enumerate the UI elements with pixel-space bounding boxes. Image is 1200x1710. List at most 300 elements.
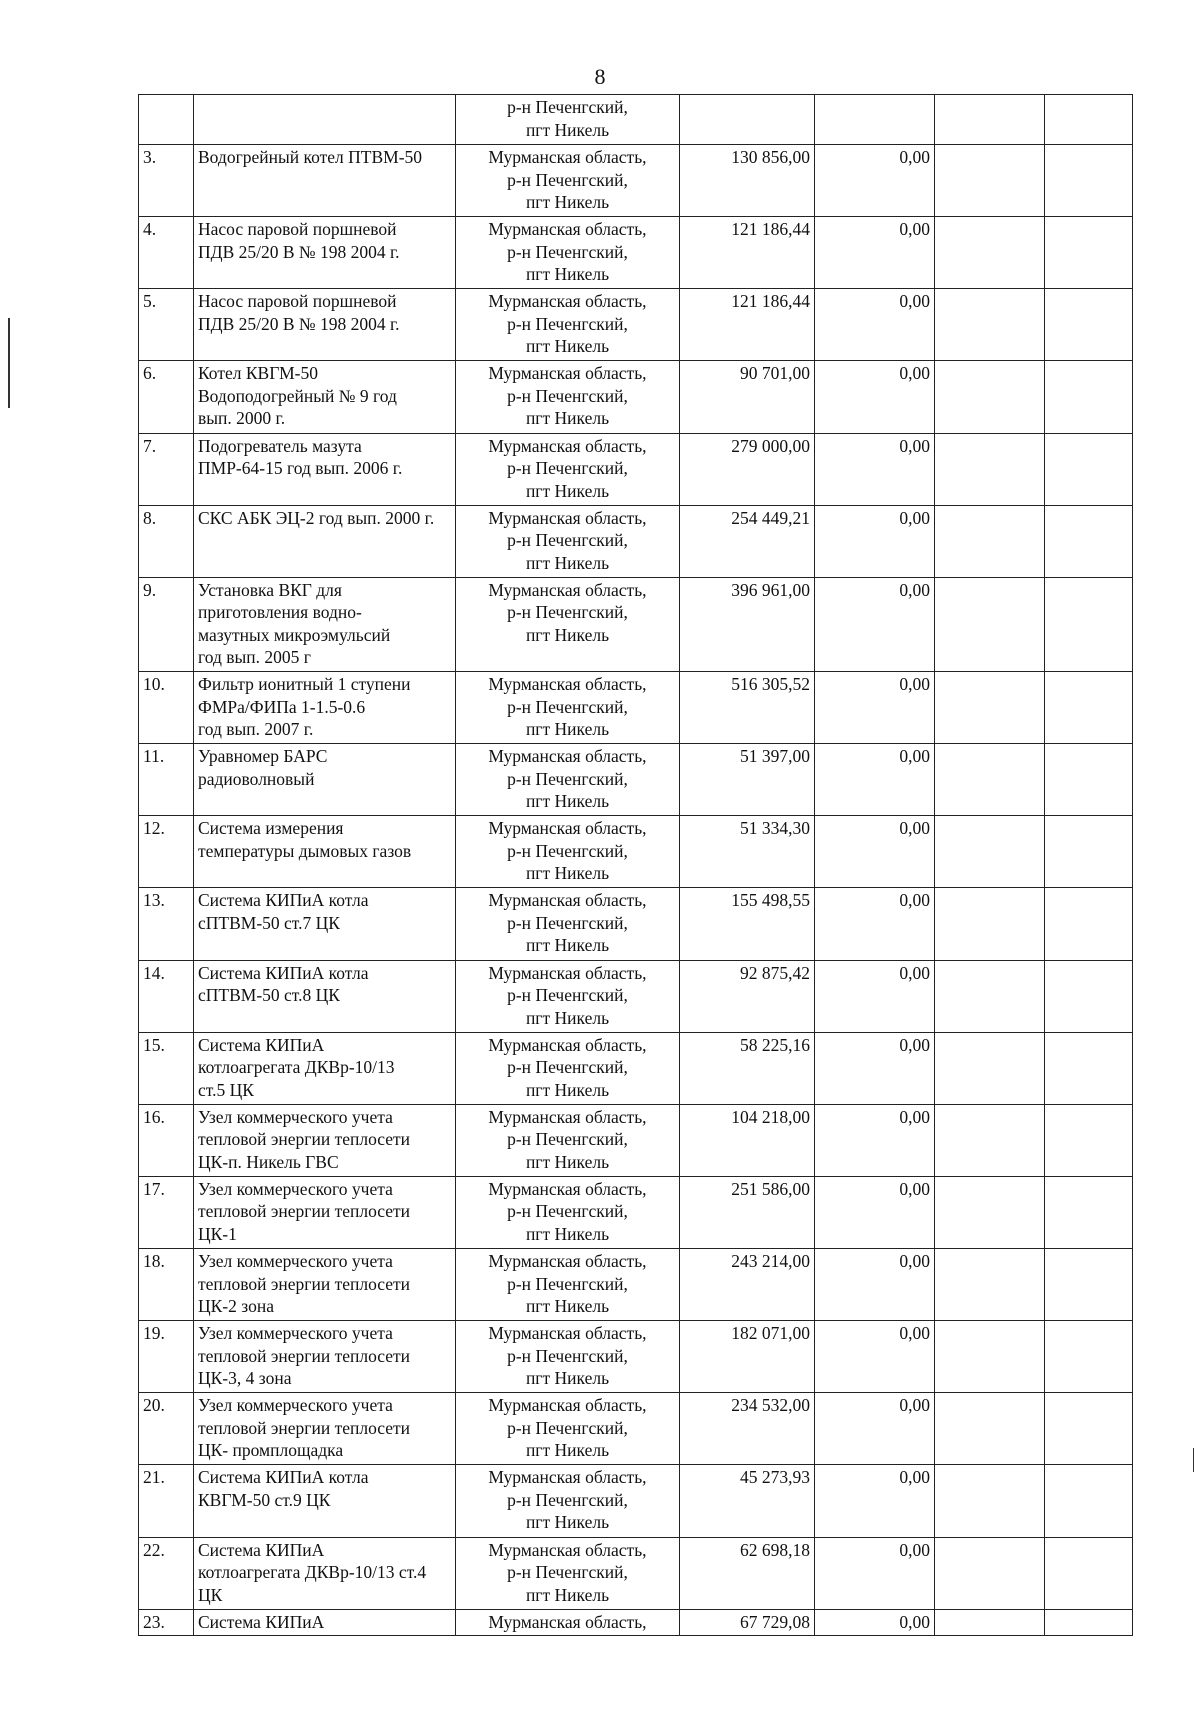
row-number: 9.	[143, 579, 157, 600]
residual-cell	[815, 672, 935, 744]
scan-margin-mark	[8, 318, 10, 408]
residual-value: 0,00	[899, 1467, 930, 1488]
item-name-line: ФМРа/ФИПа 1-1.5-0.6	[198, 696, 366, 717]
value-cell	[680, 1537, 815, 1609]
book-value: 234 532,00	[731, 1395, 810, 1416]
address-line: Мурманская область,	[488, 746, 647, 767]
address-cell	[456, 744, 680, 816]
residual-value: 0,00	[899, 962, 930, 983]
row-number: 20.	[143, 1395, 165, 1416]
row-number-cell	[139, 1032, 194, 1104]
table-row	[139, 1321, 1133, 1393]
row-number-cell	[139, 1176, 194, 1248]
row-number-cell	[139, 744, 194, 816]
item-name-cell	[194, 1104, 456, 1176]
residual-value: 0,00	[899, 746, 930, 767]
row-number-cell	[139, 1321, 194, 1393]
address-line: р-н Печенгский,	[507, 840, 628, 861]
address-line: Мурманская область,	[488, 291, 647, 312]
residual-cell	[815, 1393, 935, 1465]
value-cell	[680, 145, 815, 217]
value-cell	[680, 1465, 815, 1537]
row-number: 23.	[143, 1611, 165, 1632]
address-line: пгт Никель	[525, 480, 610, 501]
item-name-line: сПТВМ-50 ст.7 ЦК	[198, 912, 340, 933]
empty-cell	[935, 816, 1045, 888]
row-number-cell	[139, 577, 194, 671]
address-line: пгт Никель	[525, 552, 610, 573]
item-name-line: котлоагрегата ДКВр-10/13 ст.4	[198, 1562, 427, 1583]
item-name-line: сПТВМ-50 ст.8 ЦК	[198, 985, 340, 1006]
address-line: р-н Печенгский,	[507, 458, 628, 479]
address-cell	[456, 1609, 680, 1635]
row-number: 13.	[143, 890, 165, 911]
item-name-line: Система КИПиА	[198, 1034, 325, 1055]
row-number-cell	[139, 1104, 194, 1176]
address-line: Мурманская область,	[488, 1106, 647, 1127]
item-name-cell	[194, 960, 456, 1032]
empty-cell	[1045, 1537, 1133, 1609]
residual-value: 0,00	[899, 1611, 930, 1632]
address-line: Мурманская область,	[488, 1323, 647, 1344]
row-number-cell	[139, 1249, 194, 1321]
address-line: пгт Никель	[525, 1296, 610, 1317]
table-row-continuation	[139, 95, 1133, 145]
address-cell	[456, 361, 680, 433]
table-row	[139, 1609, 1133, 1635]
residual-cell	[815, 960, 935, 1032]
residual-value: 0,00	[899, 1539, 930, 1560]
residual-cell	[815, 1032, 935, 1104]
address-cell	[456, 672, 680, 744]
value-cell	[680, 433, 815, 505]
book-value: 58 225,16	[740, 1034, 810, 1055]
residual-value: 0,00	[899, 147, 930, 168]
item-name-line: ЦК-1	[198, 1223, 237, 1244]
item-name-line: приготовления водно-	[198, 602, 362, 623]
residual-value: 0,00	[899, 435, 930, 456]
residual-cell	[815, 744, 935, 816]
address-line: Мурманская область,	[488, 818, 647, 839]
book-value: 182 071,00	[731, 1323, 810, 1344]
empty-cell	[935, 217, 1045, 289]
address-cell	[456, 888, 680, 960]
address-line: пгт Никель	[525, 336, 610, 357]
address-line: пгт Никель	[525, 1440, 610, 1461]
residual-value: 0,00	[899, 674, 930, 695]
address-cell	[456, 505, 680, 577]
item-name-line: Узел коммерческого учета	[198, 1323, 393, 1344]
empty-cell	[1045, 95, 1133, 145]
empty-cell	[1045, 289, 1133, 361]
empty-cell	[1045, 1465, 1133, 1537]
book-value: 243 214,00	[731, 1251, 810, 1272]
value-cell	[680, 217, 815, 289]
item-name-line: Система КИПиА котла	[198, 1467, 369, 1488]
item-name-line: год вып. 2005 г	[198, 647, 311, 668]
address-line: Мурманская область,	[488, 890, 647, 911]
value-cell	[680, 577, 815, 671]
address-line: р-н Печенгский,	[507, 768, 628, 789]
item-name-cell	[194, 217, 456, 289]
residual-cell	[815, 1249, 935, 1321]
item-name-cell	[194, 816, 456, 888]
row-number-cell	[139, 361, 194, 433]
item-name-cell	[194, 1609, 456, 1635]
residual-cell	[815, 95, 935, 145]
residual-value: 0,00	[899, 818, 930, 839]
book-value: 155 498,55	[731, 890, 810, 911]
book-value: 121 186,44	[731, 291, 810, 312]
value-cell	[680, 1176, 815, 1248]
address-line: р-н Печенгский,	[507, 169, 628, 190]
item-name-cell	[194, 744, 456, 816]
book-value: 130 856,00	[731, 147, 810, 168]
book-value: 251 586,00	[731, 1178, 810, 1199]
item-name-cell	[194, 1393, 456, 1465]
empty-cell	[1045, 1393, 1133, 1465]
item-name-line: Насос паровой поршневой	[198, 291, 397, 312]
residual-value: 0,00	[899, 507, 930, 528]
item-name-cell	[194, 1537, 456, 1609]
table-row	[139, 217, 1133, 289]
address-line: Мурманская область,	[488, 507, 647, 528]
page-number: 8	[594, 64, 606, 89]
row-number-cell	[139, 816, 194, 888]
address-line: р-н Печенгский,	[507, 602, 628, 623]
address-line: р-н Печенгский,	[507, 1201, 628, 1222]
item-name-line: радиоволновый	[198, 768, 315, 789]
row-number-cell	[139, 505, 194, 577]
empty-cell	[935, 433, 1045, 505]
residual-cell	[815, 816, 935, 888]
value-cell	[680, 888, 815, 960]
address-line: Мурманская область,	[488, 1539, 647, 1560]
empty-cell	[935, 1032, 1045, 1104]
item-name-line: ПМР-64-15 год вып. 2006 г.	[198, 458, 403, 479]
row-number-cell	[139, 1537, 194, 1609]
address-line: р-н Печенгский,	[507, 1562, 628, 1583]
address-line: Мурманская область,	[488, 1251, 647, 1272]
item-name-line: мазутных микроэмульсий	[198, 624, 391, 645]
address-line: Мурманская область,	[488, 435, 647, 456]
address-line: Мурманская область,	[488, 1034, 647, 1055]
item-name-line: СКС АБК ЭЦ-2 год вып. 2000 г.	[198, 507, 435, 528]
residual-value: 0,00	[899, 1395, 930, 1416]
address-line: пгт Никель	[525, 1512, 610, 1533]
address-line: Мурманская область,	[488, 962, 647, 983]
item-name-line: Система измерения	[198, 818, 344, 839]
item-name-line: Водоподогрейный № 9 год	[198, 385, 397, 406]
table-row	[139, 1176, 1133, 1248]
value-cell	[680, 1393, 815, 1465]
row-number: 3.	[143, 147, 157, 168]
item-name-line: Фильтр ионитный 1 ступени	[198, 674, 411, 695]
address-line: р-н Печенгский,	[507, 1345, 628, 1366]
row-number: 6.	[143, 363, 157, 384]
item-name-cell	[194, 361, 456, 433]
empty-cell	[935, 577, 1045, 671]
table-row	[139, 433, 1133, 505]
book-value: 104 218,00	[731, 1106, 810, 1127]
item-name-cell	[194, 433, 456, 505]
residual-value: 0,00	[899, 890, 930, 911]
item-name-line: Система КИПиА котла	[198, 962, 369, 983]
row-number-cell	[139, 1465, 194, 1537]
address-cell	[456, 1465, 680, 1537]
item-name-line: температуры дымовых газов	[198, 840, 412, 861]
item-name-line: Узел коммерческого учета	[198, 1178, 393, 1199]
residual-cell	[815, 145, 935, 217]
table-row	[139, 1465, 1133, 1537]
address-line: пгт Никель	[525, 264, 610, 285]
address-line: Мурманская область,	[488, 674, 647, 695]
address-line: пгт Никель	[525, 1007, 610, 1028]
empty-cell	[935, 361, 1045, 433]
address-line: р-н Печенгский,	[507, 385, 628, 406]
inventory-table-body	[139, 95, 1133, 1636]
residual-cell	[815, 289, 935, 361]
empty-cell	[1045, 1321, 1133, 1393]
item-name-cell	[194, 95, 456, 145]
table-row	[139, 1249, 1133, 1321]
empty-cell	[935, 888, 1045, 960]
empty-cell	[935, 145, 1045, 217]
address-cell	[456, 1104, 680, 1176]
address-cell	[456, 1032, 680, 1104]
address-line: р-н Печенгский,	[507, 1057, 628, 1078]
table-row	[139, 361, 1133, 433]
address-line: Мурманская область,	[488, 363, 647, 384]
row-number: 19.	[143, 1323, 165, 1344]
inventory-table	[138, 94, 1133, 1636]
item-name-line: Узел коммерческого учета	[198, 1106, 393, 1127]
item-name-line: тепловой энергии теплосети	[198, 1201, 411, 1222]
value-cell	[680, 289, 815, 361]
scan-margin-mark	[1193, 1448, 1194, 1472]
value-cell	[680, 505, 815, 577]
table-row	[139, 816, 1133, 888]
address-line: пгт Никель	[525, 1079, 610, 1100]
address-line: Мурманская область,	[488, 579, 647, 600]
address-cell	[456, 1321, 680, 1393]
row-number-cell	[139, 1609, 194, 1635]
table-row	[139, 888, 1133, 960]
item-name-line: Система КИПиА	[198, 1611, 325, 1632]
item-name-line: ЦК-3, 4 зона	[198, 1368, 292, 1389]
table-row	[139, 505, 1133, 577]
table-row	[139, 289, 1133, 361]
row-number-cell	[139, 95, 194, 145]
residual-value: 0,00	[899, 219, 930, 240]
residual-cell	[815, 1465, 935, 1537]
empty-cell	[935, 1609, 1045, 1635]
item-name-line: тепловой энергии теплосети	[198, 1345, 411, 1366]
empty-cell	[1045, 145, 1133, 217]
item-name-cell	[194, 577, 456, 671]
address-line: пгт Никель	[525, 863, 610, 884]
item-name-line: тепловой энергии теплосети	[198, 1273, 411, 1294]
empty-cell	[1045, 744, 1133, 816]
empty-cell	[935, 1321, 1045, 1393]
residual-cell	[815, 1176, 935, 1248]
item-name-line: ПДВ 25/20 В № 198 2004 г.	[198, 241, 400, 262]
residual-cell	[815, 505, 935, 577]
residual-cell	[815, 1321, 935, 1393]
item-name-line: Котел КВГМ-50	[198, 363, 318, 384]
address-cell	[456, 95, 680, 145]
address-line: р-н Печенгский,	[507, 696, 628, 717]
empty-cell	[935, 1104, 1045, 1176]
row-number: 16.	[143, 1106, 165, 1127]
item-name-line: Установка ВКГ для	[198, 579, 342, 600]
item-name-cell	[194, 505, 456, 577]
table-row	[139, 145, 1133, 217]
empty-cell	[935, 95, 1045, 145]
address-line: пгт Никель	[525, 1151, 610, 1172]
book-value: 51 334,30	[740, 818, 810, 839]
item-name-line: котлоагрегата ДКВр-10/13	[198, 1057, 395, 1078]
address-line: р-н Печенгский,	[507, 241, 628, 262]
item-name-line: ЦК- промплощадка	[198, 1440, 344, 1461]
table-row	[139, 577, 1133, 671]
address-line: р-н Печенгский,	[507, 1129, 628, 1150]
row-number-cell	[139, 433, 194, 505]
book-value: 90 701,00	[740, 363, 810, 384]
residual-value: 0,00	[899, 1323, 930, 1344]
row-number-cell	[139, 145, 194, 217]
address-line: Мурманская область,	[488, 1395, 647, 1416]
address-line: пгт Никель	[525, 1223, 610, 1244]
book-value: 45 273,93	[740, 1467, 810, 1488]
address-line: р-н Печенгский,	[507, 97, 628, 117]
address-line: пгт Никель	[525, 192, 610, 213]
residual-cell	[815, 1537, 935, 1609]
table-row	[139, 1032, 1133, 1104]
book-value: 396 961,00	[731, 579, 810, 600]
table-row	[139, 672, 1133, 744]
row-number: 7.	[143, 435, 157, 456]
row-number: 8.	[143, 507, 157, 528]
row-number-cell	[139, 289, 194, 361]
item-name-cell	[194, 1249, 456, 1321]
empty-cell	[1045, 1176, 1133, 1248]
address-line: р-н Печенгский,	[507, 1273, 628, 1294]
empty-cell	[1045, 888, 1133, 960]
item-name-line: Узел коммерческого учета	[198, 1395, 393, 1416]
item-name-line: вып. 2000 г.	[198, 408, 286, 429]
table-row	[139, 1393, 1133, 1465]
value-cell	[680, 95, 815, 145]
address-cell	[456, 433, 680, 505]
empty-cell	[1045, 960, 1133, 1032]
empty-cell	[1045, 433, 1133, 505]
address-line: пгт Никель	[525, 408, 610, 429]
address-line: р-н Печенгский,	[507, 985, 628, 1006]
empty-cell	[1045, 577, 1133, 671]
residual-value: 0,00	[899, 1034, 930, 1055]
value-cell	[680, 744, 815, 816]
residual-value: 0,00	[899, 579, 930, 600]
row-number: 10.	[143, 674, 165, 695]
row-number-cell	[139, 672, 194, 744]
empty-cell	[935, 505, 1045, 577]
empty-cell	[935, 1176, 1045, 1248]
item-name-line: ЦК-2 зона	[198, 1296, 274, 1317]
address-line: Мурманская область,	[488, 1467, 647, 1488]
residual-cell	[815, 433, 935, 505]
value-cell	[680, 1321, 815, 1393]
item-name-line: ЦК-п. Никель ГВС	[198, 1151, 339, 1172]
row-number: 21.	[143, 1467, 165, 1488]
item-name-line: Насос паровой поршневой	[198, 219, 397, 240]
item-name-line: ст.5 ЦК	[198, 1079, 254, 1100]
empty-cell	[935, 744, 1045, 816]
row-number-cell	[139, 1393, 194, 1465]
item-name-line: ЦК	[198, 1584, 223, 1605]
row-number: 4.	[143, 219, 157, 240]
row-number: 22.	[143, 1539, 165, 1560]
residual-cell	[815, 1609, 935, 1635]
empty-cell	[1045, 1032, 1133, 1104]
address-line: пгт Никель	[525, 719, 610, 740]
row-number: 15.	[143, 1034, 165, 1055]
item-name-cell	[194, 888, 456, 960]
empty-cell	[1045, 1609, 1133, 1635]
empty-cell	[935, 672, 1045, 744]
book-value: 121 186,44	[731, 219, 810, 240]
item-name-line: Система КИПиА	[198, 1539, 325, 1560]
value-cell	[680, 672, 815, 744]
address-line: р-н Печенгский,	[507, 912, 628, 933]
address-line: р-н Печенгский,	[507, 313, 628, 334]
item-name-cell	[194, 145, 456, 217]
address-line: Мурманская область,	[488, 1611, 647, 1632]
address-line: р-н Печенгский,	[507, 1489, 628, 1510]
empty-cell	[1045, 361, 1133, 433]
residual-cell	[815, 888, 935, 960]
item-name-cell	[194, 1321, 456, 1393]
row-number: 11.	[143, 746, 165, 767]
item-name-line: Уравномер БАРС	[198, 746, 328, 767]
item-name-line: Подогреватель мазута	[198, 435, 362, 456]
row-number: 14.	[143, 962, 165, 983]
item-name-line: Узел коммерческого учета	[198, 1251, 393, 1272]
address-line: пгт Никель	[525, 119, 610, 140]
residual-value: 0,00	[899, 363, 930, 384]
item-name-line: КВГМ-50 ст.9 ЦК	[198, 1489, 331, 1510]
item-name-cell	[194, 1032, 456, 1104]
item-name-cell	[194, 289, 456, 361]
residual-cell	[815, 217, 935, 289]
empty-cell	[1045, 816, 1133, 888]
item-name-line: тепловой энергии теплосети	[198, 1417, 411, 1438]
empty-cell	[1045, 217, 1133, 289]
book-value: 254 449,21	[731, 507, 810, 528]
book-value: 62 698,18	[740, 1539, 810, 1560]
table-row	[139, 1104, 1133, 1176]
address-line: пгт Никель	[525, 624, 610, 645]
address-cell	[456, 1537, 680, 1609]
residual-value: 0,00	[899, 1178, 930, 1199]
table-row	[139, 960, 1133, 1032]
address-cell	[456, 816, 680, 888]
address-line: Мурманская область,	[488, 147, 647, 168]
address-cell	[456, 145, 680, 217]
address-line: пгт Никель	[525, 1368, 610, 1389]
address-cell	[456, 1249, 680, 1321]
book-value: 516 305,52	[731, 674, 810, 695]
